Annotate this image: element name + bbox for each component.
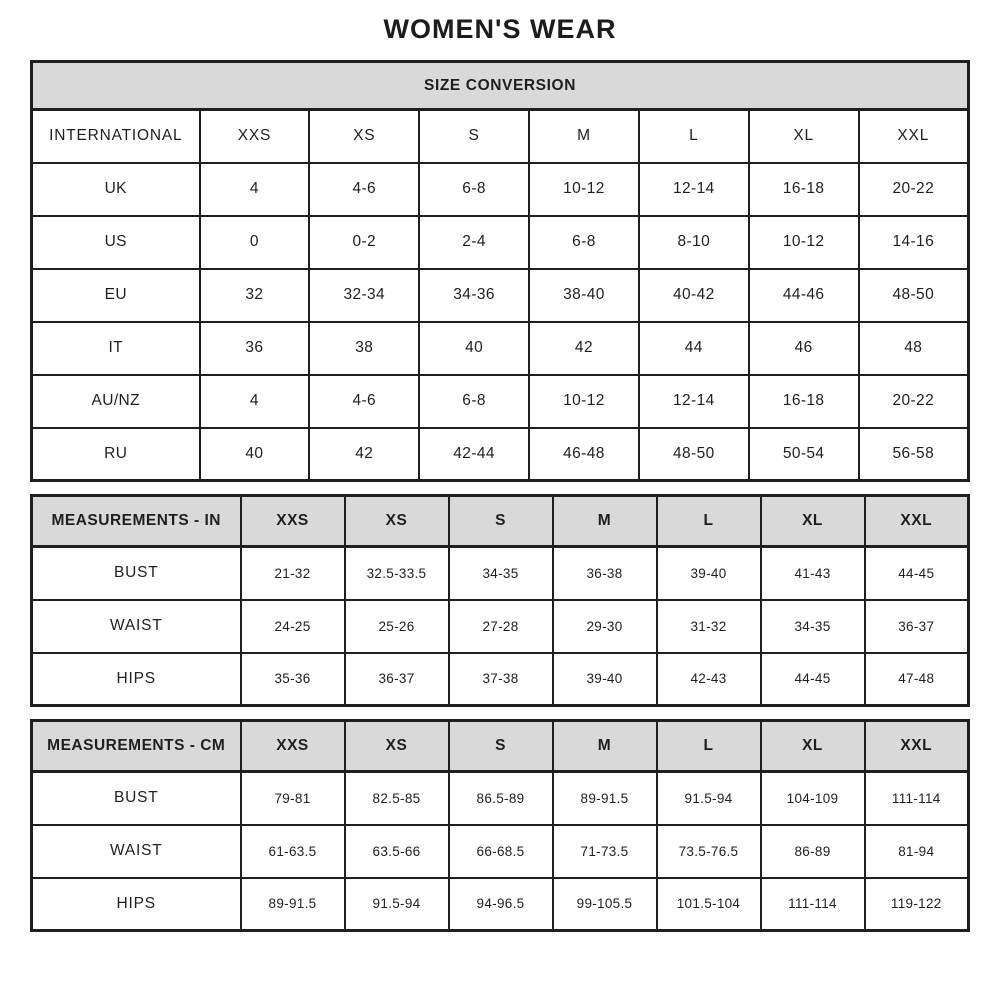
size-value-cell: 20-22 xyxy=(859,375,969,428)
size-value-cell: 48-50 xyxy=(639,428,749,481)
measurements-in-title: MEASUREMENTS - IN xyxy=(32,496,241,547)
size-value-cell: 38 xyxy=(309,322,419,375)
size-value-cell: 36-37 xyxy=(345,653,449,706)
size-value-cell: 35-36 xyxy=(241,653,345,706)
row-label: IT xyxy=(32,322,200,375)
table-row xyxy=(32,163,969,216)
table-row xyxy=(32,825,969,878)
size-value-cell: 31-32 xyxy=(657,600,761,653)
size-value-cell: 4-6 xyxy=(309,163,419,216)
size-value-cell: 42 xyxy=(529,322,639,375)
size-value-cell: 16-18 xyxy=(749,375,859,428)
size-value-cell: 48-50 xyxy=(859,269,969,322)
row-label: WAIST xyxy=(32,600,241,653)
column-header-cell: S xyxy=(419,110,529,163)
size-conversion-body xyxy=(32,163,969,481)
size-value-cell: 24-25 xyxy=(241,600,345,653)
column-header-cell: XXS xyxy=(241,496,345,547)
size-value-cell: 42-44 xyxy=(419,428,529,481)
size-value-cell: 79-81 xyxy=(241,772,345,825)
size-value-cell: 86-89 xyxy=(761,825,865,878)
column-header-cell: XS xyxy=(345,721,449,772)
measurements-cm-header-row xyxy=(32,721,969,772)
size-value-cell: 38-40 xyxy=(529,269,639,322)
size-value-cell: 81-94 xyxy=(865,825,969,878)
row-label: WAIST xyxy=(32,825,241,878)
row-label: UK xyxy=(32,163,200,216)
measurements-in-header-row xyxy=(32,496,969,547)
size-value-cell: 21-32 xyxy=(241,547,345,600)
row-label: BUST xyxy=(32,772,241,825)
column-header-cell: XXL xyxy=(865,721,969,772)
column-header-cell: L xyxy=(639,110,749,163)
row-label: HIPS xyxy=(32,653,241,706)
size-value-cell: 12-14 xyxy=(639,163,749,216)
size-value-cell: 61-63.5 xyxy=(241,825,345,878)
column-header-cell: S xyxy=(449,721,553,772)
column-header-cell: S xyxy=(449,496,553,547)
size-value-cell: 44-45 xyxy=(865,547,969,600)
table-row xyxy=(32,216,969,269)
row-label: HIPS xyxy=(32,878,241,931)
size-value-cell: 89-91.5 xyxy=(553,772,657,825)
size-value-cell: 91.5-94 xyxy=(657,772,761,825)
table-row xyxy=(32,653,969,706)
size-value-cell: 44 xyxy=(639,322,749,375)
page-title: WOMEN'S WEAR xyxy=(383,14,617,44)
size-value-cell: 6-8 xyxy=(419,163,529,216)
row-label: AU/NZ xyxy=(32,375,200,428)
row-label: US xyxy=(32,216,200,269)
column-header-cell: L xyxy=(657,496,761,547)
size-value-cell: 48 xyxy=(859,322,969,375)
column-header-cell: M xyxy=(553,721,657,772)
size-value-cell: 36 xyxy=(200,322,310,375)
size-value-cell: 4 xyxy=(200,375,310,428)
size-value-cell: 46 xyxy=(749,322,859,375)
size-value-cell: 89-91.5 xyxy=(241,878,345,931)
size-value-cell: 44-45 xyxy=(761,653,865,706)
size-value-cell: 14-16 xyxy=(859,216,969,269)
size-value-cell: 111-114 xyxy=(761,878,865,931)
column-header-cell: XXL xyxy=(865,496,969,547)
size-value-cell: 119-122 xyxy=(865,878,969,931)
size-value-cell: 40 xyxy=(200,428,310,481)
size-value-cell: 10-12 xyxy=(749,216,859,269)
column-header-cell: XL xyxy=(749,110,859,163)
size-value-cell: 27-28 xyxy=(449,600,553,653)
size-value-cell: 73.5-76.5 xyxy=(657,825,761,878)
size-conversion-column-header-row xyxy=(32,110,969,163)
size-value-cell: 39-40 xyxy=(553,653,657,706)
size-value-cell: 99-105.5 xyxy=(553,878,657,931)
size-value-cell: 20-22 xyxy=(859,163,969,216)
size-value-cell: 46-48 xyxy=(529,428,639,481)
size-value-cell: 10-12 xyxy=(529,163,639,216)
column-header-cell: M xyxy=(529,110,639,163)
size-value-cell: 50-54 xyxy=(749,428,859,481)
size-value-cell: 91.5-94 xyxy=(345,878,449,931)
size-value-cell: 44-46 xyxy=(749,269,859,322)
size-value-cell: 36-38 xyxy=(553,547,657,600)
size-conversion-title: SIZE CONVERSION xyxy=(32,62,969,110)
size-value-cell: 63.5-66 xyxy=(345,825,449,878)
size-conversion-table xyxy=(30,60,970,482)
size-value-cell: 34-35 xyxy=(449,547,553,600)
size-value-cell: 12-14 xyxy=(639,375,749,428)
table-row xyxy=(32,772,969,825)
size-value-cell: 32-34 xyxy=(309,269,419,322)
column-header-cell: XL xyxy=(761,721,865,772)
measurements-in-body xyxy=(32,547,969,706)
size-value-cell: 42 xyxy=(309,428,419,481)
size-value-cell: 16-18 xyxy=(749,163,859,216)
column-header-cell: INTERNATIONAL xyxy=(32,110,200,163)
size-value-cell: 10-12 xyxy=(529,375,639,428)
size-value-cell: 39-40 xyxy=(657,547,761,600)
column-header-cell: L xyxy=(657,721,761,772)
column-header-cell: XL xyxy=(761,496,865,547)
size-value-cell: 29-30 xyxy=(553,600,657,653)
measurements-cm-title: MEASUREMENTS - CM xyxy=(32,721,241,772)
size-value-cell: 86.5-89 xyxy=(449,772,553,825)
table-row xyxy=(32,600,969,653)
size-value-cell: 0 xyxy=(200,216,310,269)
size-value-cell: 4 xyxy=(200,163,310,216)
size-value-cell: 6-8 xyxy=(419,375,529,428)
column-header-cell: XS xyxy=(309,110,419,163)
size-value-cell: 40 xyxy=(419,322,529,375)
size-value-cell: 101.5-104 xyxy=(657,878,761,931)
row-label: EU xyxy=(32,269,200,322)
size-value-cell: 36-37 xyxy=(865,600,969,653)
size-value-cell: 111-114 xyxy=(865,772,969,825)
table-row xyxy=(32,547,969,600)
size-value-cell: 41-43 xyxy=(761,547,865,600)
row-label: BUST xyxy=(32,547,241,600)
table-row xyxy=(32,322,969,375)
size-value-cell: 104-109 xyxy=(761,772,865,825)
size-value-cell: 47-48 xyxy=(865,653,969,706)
size-value-cell: 42-43 xyxy=(657,653,761,706)
size-value-cell: 66-68.5 xyxy=(449,825,553,878)
column-header-cell: M xyxy=(553,496,657,547)
size-value-cell: 6-8 xyxy=(529,216,639,269)
size-value-cell: 34-35 xyxy=(761,600,865,653)
size-value-cell: 4-6 xyxy=(309,375,419,428)
table-row xyxy=(32,269,969,322)
size-conversion-banner-row xyxy=(32,62,969,110)
size-value-cell: 32 xyxy=(200,269,310,322)
size-value-cell: 32.5-33.5 xyxy=(345,547,449,600)
measurements-cm-table xyxy=(30,719,970,932)
column-header-cell: XXS xyxy=(200,110,310,163)
table-row xyxy=(32,375,969,428)
size-value-cell: 0-2 xyxy=(309,216,419,269)
size-value-cell: 34-36 xyxy=(419,269,529,322)
table-row xyxy=(32,878,969,931)
size-value-cell: 71-73.5 xyxy=(553,825,657,878)
measurements-in-table xyxy=(30,494,970,707)
size-value-cell: 40-42 xyxy=(639,269,749,322)
measurements-cm-body xyxy=(32,772,969,931)
size-value-cell: 37-38 xyxy=(449,653,553,706)
size-value-cell: 82.5-85 xyxy=(345,772,449,825)
size-value-cell: 25-26 xyxy=(345,600,449,653)
column-header-cell: XS xyxy=(345,496,449,547)
size-value-cell: 56-58 xyxy=(859,428,969,481)
table-row xyxy=(32,428,969,481)
size-value-cell: 2-4 xyxy=(419,216,529,269)
size-value-cell: 8-10 xyxy=(639,216,749,269)
column-header-cell: XXL xyxy=(859,110,969,163)
column-header-cell: XXS xyxy=(241,721,345,772)
size-value-cell: 94-96.5 xyxy=(449,878,553,931)
row-label: RU xyxy=(32,428,200,481)
